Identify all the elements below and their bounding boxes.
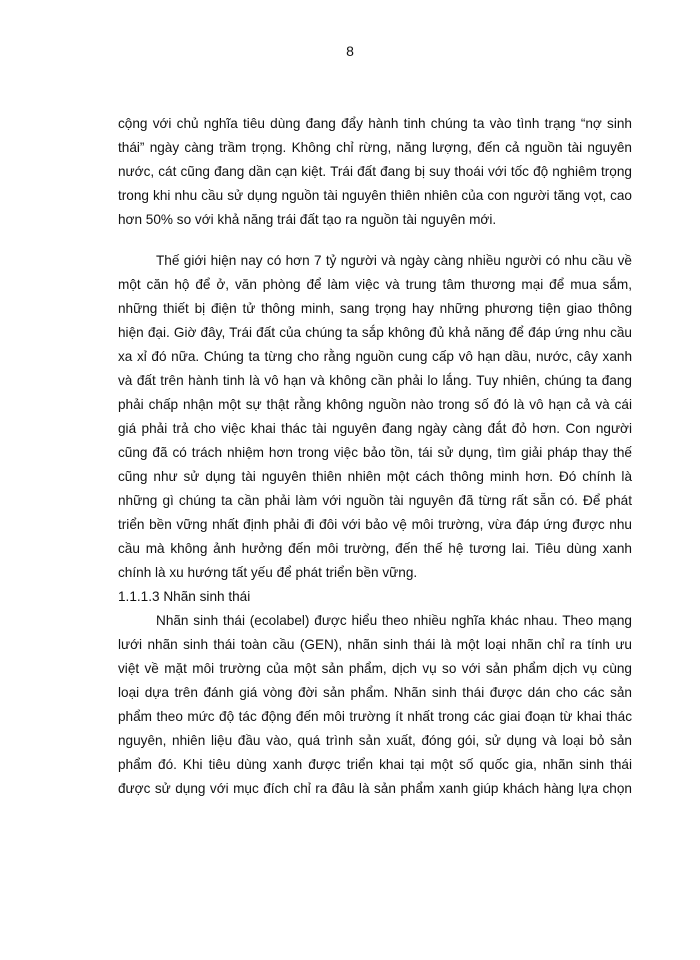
text-line: một căn hộ để ở, văn phòng để làm việc và trung tâm thương mại để mua sắm, <box>118 277 632 292</box>
text-line: cầu mà không ảnh hưởng đến môi trường, đến thế hệ tương lai. Tiêu dùng xanh <box>118 541 632 556</box>
text-line: nguyên, nhiên liệu đầu vào, quá trình sản xuất, đóng gói, sử dụng và loại bỏ sản <box>118 733 632 748</box>
text-line: chính là xu hướng tất yếu để phát triển bền vững. <box>118 565 418 580</box>
text-line: việt về mặt môi trường của một sản phẩm, dịch vụ so với sản phẩm dịch vụ cùng <box>118 661 632 676</box>
body-text <box>118 112 632 801</box>
text-line: xa xỉ đó nữa. Chúng ta từng cho rằng nguồn cung cấp vô hạn dầu, nước, cây xanh <box>118 349 632 364</box>
text-line: phẩm theo mức độ tác động đến môi trường ít nhất trong các giai đoạn từ khai thác <box>118 709 632 724</box>
text-line: những thiết bị điện tử thông minh, sang trọng hay những phương tiện giao thông <box>118 301 632 316</box>
text-line: trong khi nhu cầu sử dụng nguồn tài nguyên thiên nhiên của con người tăng vọt, cao <box>118 188 632 203</box>
text-line: loại dựa trên đánh giá vòng đời sản phẩm. Nhãn sinh thái được dán cho các sản <box>118 685 632 700</box>
text-line: cũng đã có trách nhiệm hơn trong việc bảo tồn, tái sử dụng, tìm giải pháp thay thế <box>118 445 632 460</box>
paragraph-3 <box>118 609 632 801</box>
paragraph-1 <box>118 112 632 232</box>
text-line: phẩm đó. Khi tiêu dùng xanh được triển khai tại một số quốc gia, nhãn sinh thái <box>118 757 632 772</box>
text-line: và đất trên hành tinh là vô hạn và không cần phải lo lắng. Tuy nhiên, chúng ta đang <box>118 373 632 388</box>
text-line: được sử dụng với mục đích chỉ ra đâu là sản phẩm xanh giúp khách hàng lựa chọn <box>118 781 632 796</box>
text-line: hiện đại. Giờ đây, Trái đất của chúng ta sắp không đủ khả năng để đáp ứng nhu cầu <box>118 325 632 340</box>
text-line: cộng với chủ nghĩa tiêu dùng đang đẩy hành tinh chúng ta vào tình trạng “nợ sinh <box>118 116 632 131</box>
text-line: Thế giới hiện nay có hơn 7 tỷ người và ngày càng nhiều người có nhu cầu về <box>156 253 632 268</box>
section-heading: 1.1.1.3 Nhãn sinh thái <box>118 589 251 604</box>
text-line: thái” ngày càng trầm trọng. Không chỉ rừng, năng lượng, đến cả nguồn tài nguyên <box>118 140 632 155</box>
text-line: Nhãn sinh thái (ecolabel) được hiểu theo nhiều nghĩa khác nhau. Theo mạng <box>156 613 632 628</box>
text-line: triển bền vững nhất định phải đi đôi với bảo vệ môi trường, vừa đáp ứng được nhu <box>118 517 632 532</box>
paragraph-2 <box>118 249 632 585</box>
paragraph-gap <box>118 232 632 249</box>
text-line: những gì chúng ta cần phải làm với nguồn tài nguyên đã từng rất sẵn có. Để phát <box>118 493 632 508</box>
text-line: cũng như sử dụng tài nguyên thiên nhiên một cách thông minh hơn. Đó chính là <box>118 469 632 484</box>
text-line: lưới nhãn sinh thái toàn cầu (GEN), nhãn sinh thái là một loại nhãn chỉ ra tính ưu <box>118 637 632 652</box>
text-line: nước, cát cũng đang dần cạn kiệt. Trái đất đang bị suy thoái với tốc độ nghiêm trọng <box>118 164 632 179</box>
page-number: 8 <box>346 43 354 59</box>
text-line: phải chấp nhận một sự thật rằng không nguồn nào trong số đó là vô hạn cả và cái <box>118 397 632 412</box>
text-line: giá phải trả cho việc khai thác tài nguyên đang ngày càng đắt đỏ hơn. Con người <box>118 421 632 436</box>
text-line: hơn 50% so với khả năng trái đất tạo ra nguồn tài nguyên mới. <box>118 212 497 227</box>
